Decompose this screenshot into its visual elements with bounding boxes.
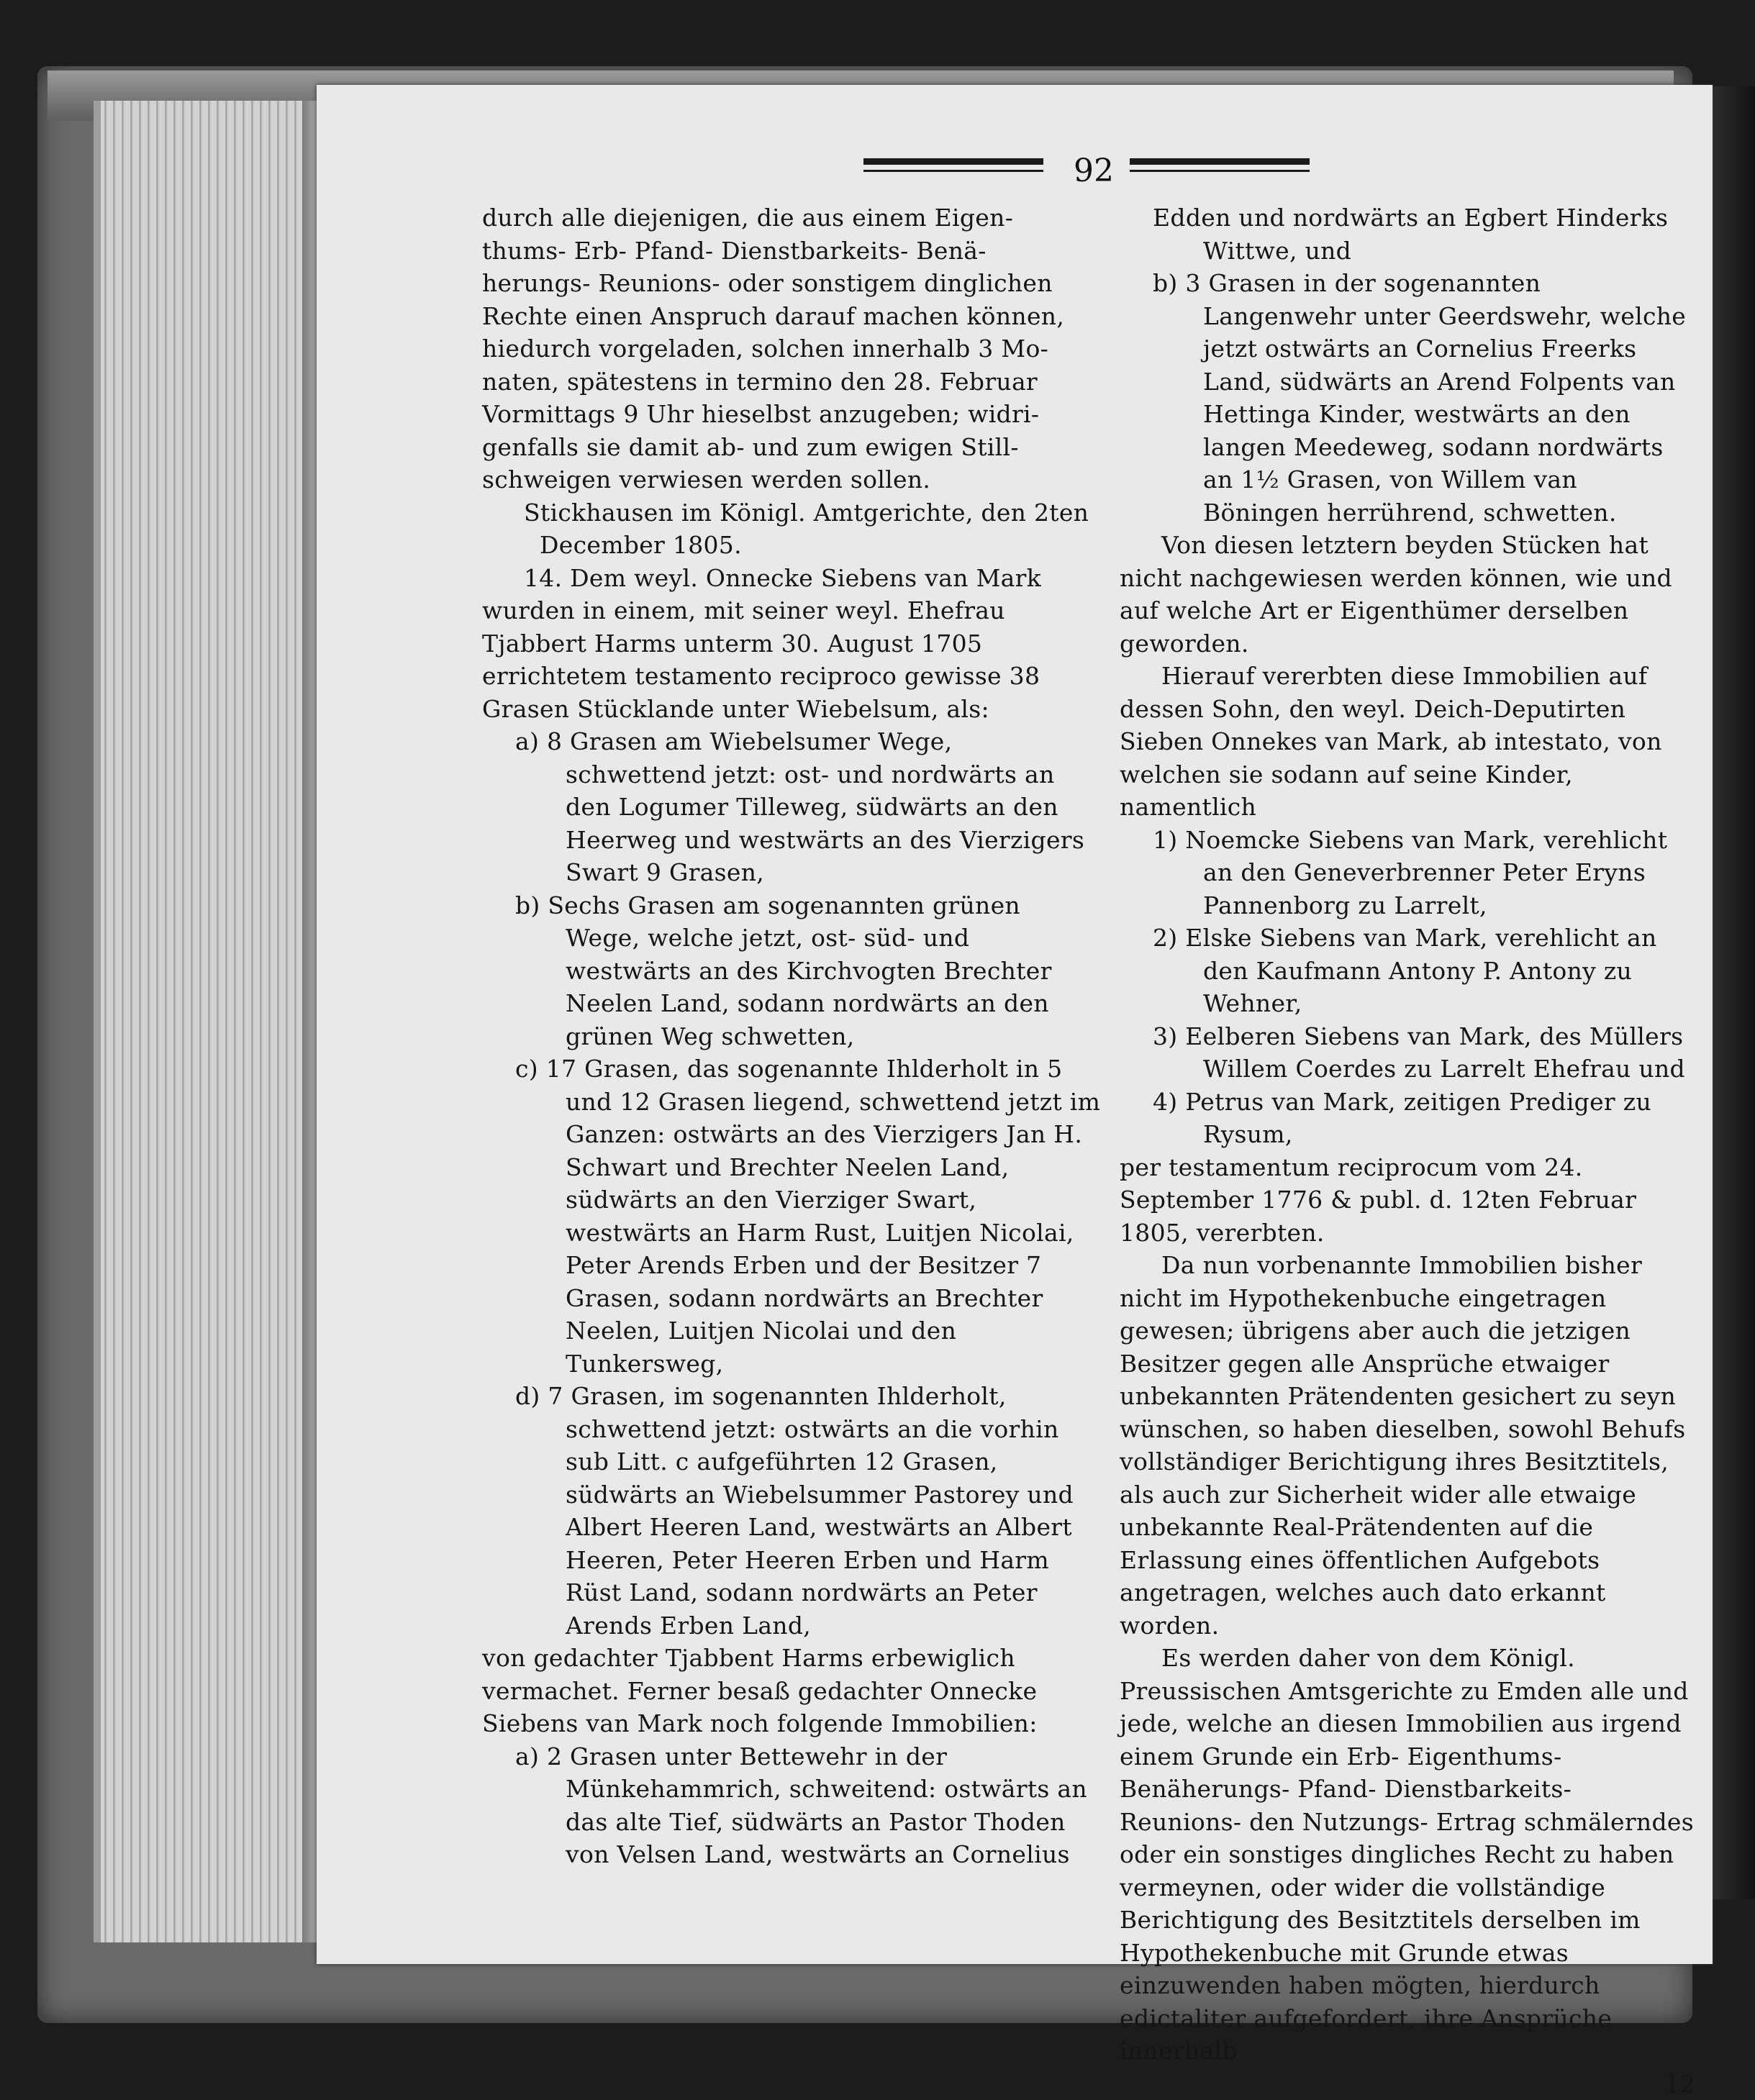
list-item: 1) Noemcke Siebens van Mark, verehlicht an den Geneverbrenner Peter Eryns Pannenborg zu Larrelt, [1120,824,1695,922]
text-paragraph: Da nun vorbenannte Immobilien bisher nicht im Hypothekenbuche eingetragen gewesen; übrigens aber auch die jetzigen Besitzer gegen alle Ansprüche etwaiger unbekannten Prätendenten gesichert zu seyn wünschen, so haben dieselben, sowohl Behufs vollständiger Berichtigung ihres Besitztitels, als auch zur Sicherheit wider alle etwaige unbekannte Real-Prätendenten auf die Erlassung eines öffentlichen Aufgebots angetragen, welches auch dato erkannt worden. [1120,1249,1695,1642]
header-rule-left-thin [863,170,1043,172]
list-item: d) 7 Grasen, im sogenannten Ihlderholt, schwettend jetzt: ostwärts an die vorhin sub Litt. c aufgeführten 12 Grasen, südwärts an Wiebelsummer Pastorey und Albert Heeren Land, westwärts an Albert Heeren, Peter Heeren Erben und Harm Rüst Land, sodann nordwärts an Peter Arends Erben Land, [482,1380,1101,1642]
list-item: 2) Elske Siebens van Mark, verehlicht an den Kaufmann Antony P. Antony zu Wehner, [1120,922,1695,1020]
page-number: 92 [1072,153,1115,189]
text-paragraph: thums- Erb- Pfand- Dienstbarkeits- Benä- [482,235,1101,268]
text-paragraph: herungs- Reunions- oder sonstigem dinglichen [482,267,1101,300]
list-item: Edden und nordwärts an Egbert Hinderks Wittwe, und [1120,201,1695,267]
list-item: c) 17 Grasen, das sogenannte Ihlderholt in 5 und 12 Grasen liegend, schwettend jetzt im Ganzen: ostwärts an des Vierzigers Jan H. Schwart und Brechter Neelen Land, südwärts an den Vierziger Swart, westwärts an Harm Rust, Luitjen Nicolai, Peter Arends Erben und der Besitzer 7 Grasen, sodann nordwärts an Brechter Neelen, Luitjen Nicolai und den Tunkersweg, [482,1053,1101,1380]
text-paragraph: von gedachter Tjabbent Harms erbewiglich vermachet. Ferner besaß gedachter Onnecke Siebens van Mark noch folgende Immobilien: [482,1642,1101,1740]
text-paragraph: schweigen verwiesen werden sollen. [482,463,1101,496]
page-block-edges [94,101,331,1942]
list-item: a) 2 Grasen unter Bettewehr in der Münkehammrich, schweitend: ostwärts an das alte Tief, südwärts an Pastor Thoden von Velsen Land, westwärts an Cornelius [482,1740,1101,1871]
text-paragraph: Es werden daher von dem Königl. Preussischen Amtsgerichte zu Emden alle und jede, welche an diesen Immobilien aus irgend einem Grunde ein Erb- Eigenthums- Benäherungs- Pfand- Dienstbarkeits- Reunions- den Nutzungs- Ertrag schmälerndes oder ein sonstiges dingliches Recht zu haben vermeynen, oder wider die vollständige Berichtigung des Besitztitels derselben im Hypothekenbuche mit Grunde etwas einzuwenden haben mögten, hierdurch edictaliter aufgefordert, ihre Ansprüche innerhalb [1120,1642,1695,2068]
text-paragraph: genfalls sie damit ab- und zum ewigen Still- [482,431,1101,464]
text-paragraph: per testamentum reciprocum vom 24. September 1776 & publ. d. 12ten Februar 1805, vererbten. [1120,1151,1695,1250]
text-paragraph: Hierauf vererbten diese Immobilien auf dessen Sohn, den weyl. Deich-Deputirten Sieben Onnekes van Mark, ab intestato, von welchen sie sodann auf seine Kinder, namentlich [1120,660,1695,824]
header-rule-left-thick [863,158,1043,165]
text-paragraph: Von diesen letztern beyden Stücken hat nicht nachgewiesen werden können, wie und auf welche Art er Eigenthümer derselben geworden. [1120,529,1695,660]
list-item: a) 8 Grasen am Wiebelsumer Wege, schwettend jetzt: ost- und nordwärts an den Logumer Tilleweg, südwärts an den Heerweg und westwärts an des Vierzigers Swart 9 Grasen, [482,725,1101,889]
text-paragraph: December 1805. [482,529,1101,562]
catchword: 12 [1120,2068,1695,2100]
list-item: 4) Petrus van Mark, zeitigen Prediger zu Rysum, [1120,1086,1695,1151]
page-header [863,153,1310,188]
list-item: 3) Eelberen Siebens van Mark, des Müllers Willem Coerdes zu Larrelt Ehefrau und [1120,1020,1695,1086]
text-paragraph: naten, spätestens in termino den 28. Februar [482,365,1101,399]
left-text-column [482,201,1101,1871]
text-paragraph: hiedurch vorgeladen, solchen innerhalb 3 Mo- [482,332,1101,365]
text-paragraph: Vormittags 9 Uhr hieselbst anzugeben; widri- [482,398,1101,431]
header-rule-right-thin [1130,170,1310,172]
text-paragraph: durch alle diejenigen, die aus einem Eigen- [482,201,1101,235]
text-paragraph: 14. Dem weyl. Onnecke Siebens van Mark wurden in einem, mit seiner weyl. Ehefrau Tjabbert Harms unterm 30. August 1705 errichtetem testamento reciproco gewisse 38 Grasen Stücklande unter Wiebelsum, als: [482,562,1101,726]
text-paragraph: Stickhausen im Königl. Amtgerichte, den 2ten [482,496,1101,529]
right-text-column [1120,201,1695,2100]
text-paragraph: Rechte einen Anspruch darauf machen können, [482,300,1101,333]
header-rule-right-thick [1130,158,1310,165]
list-item: b) Sechs Grasen am sogenannten grünen Wege, welche jetzt, ost- süd- und westwärts an des Kirchvogten Brechter Neelen Land, sodann nordwärts an den grünen Weg schwetten, [482,889,1101,1053]
list-item: b) 3 Grasen in der sogenannten Langenwehr unter Geerdswehr, welche jetzt ostwärts an Cornelius Freerks Land, südwärts an Arend Folpents van Hettinga Kinder, westwärts an den langen Meedeweg, sodann nordwärts an 1½ Grasen, von Willem van Böningen herrührend, schwetten. [1120,267,1695,529]
